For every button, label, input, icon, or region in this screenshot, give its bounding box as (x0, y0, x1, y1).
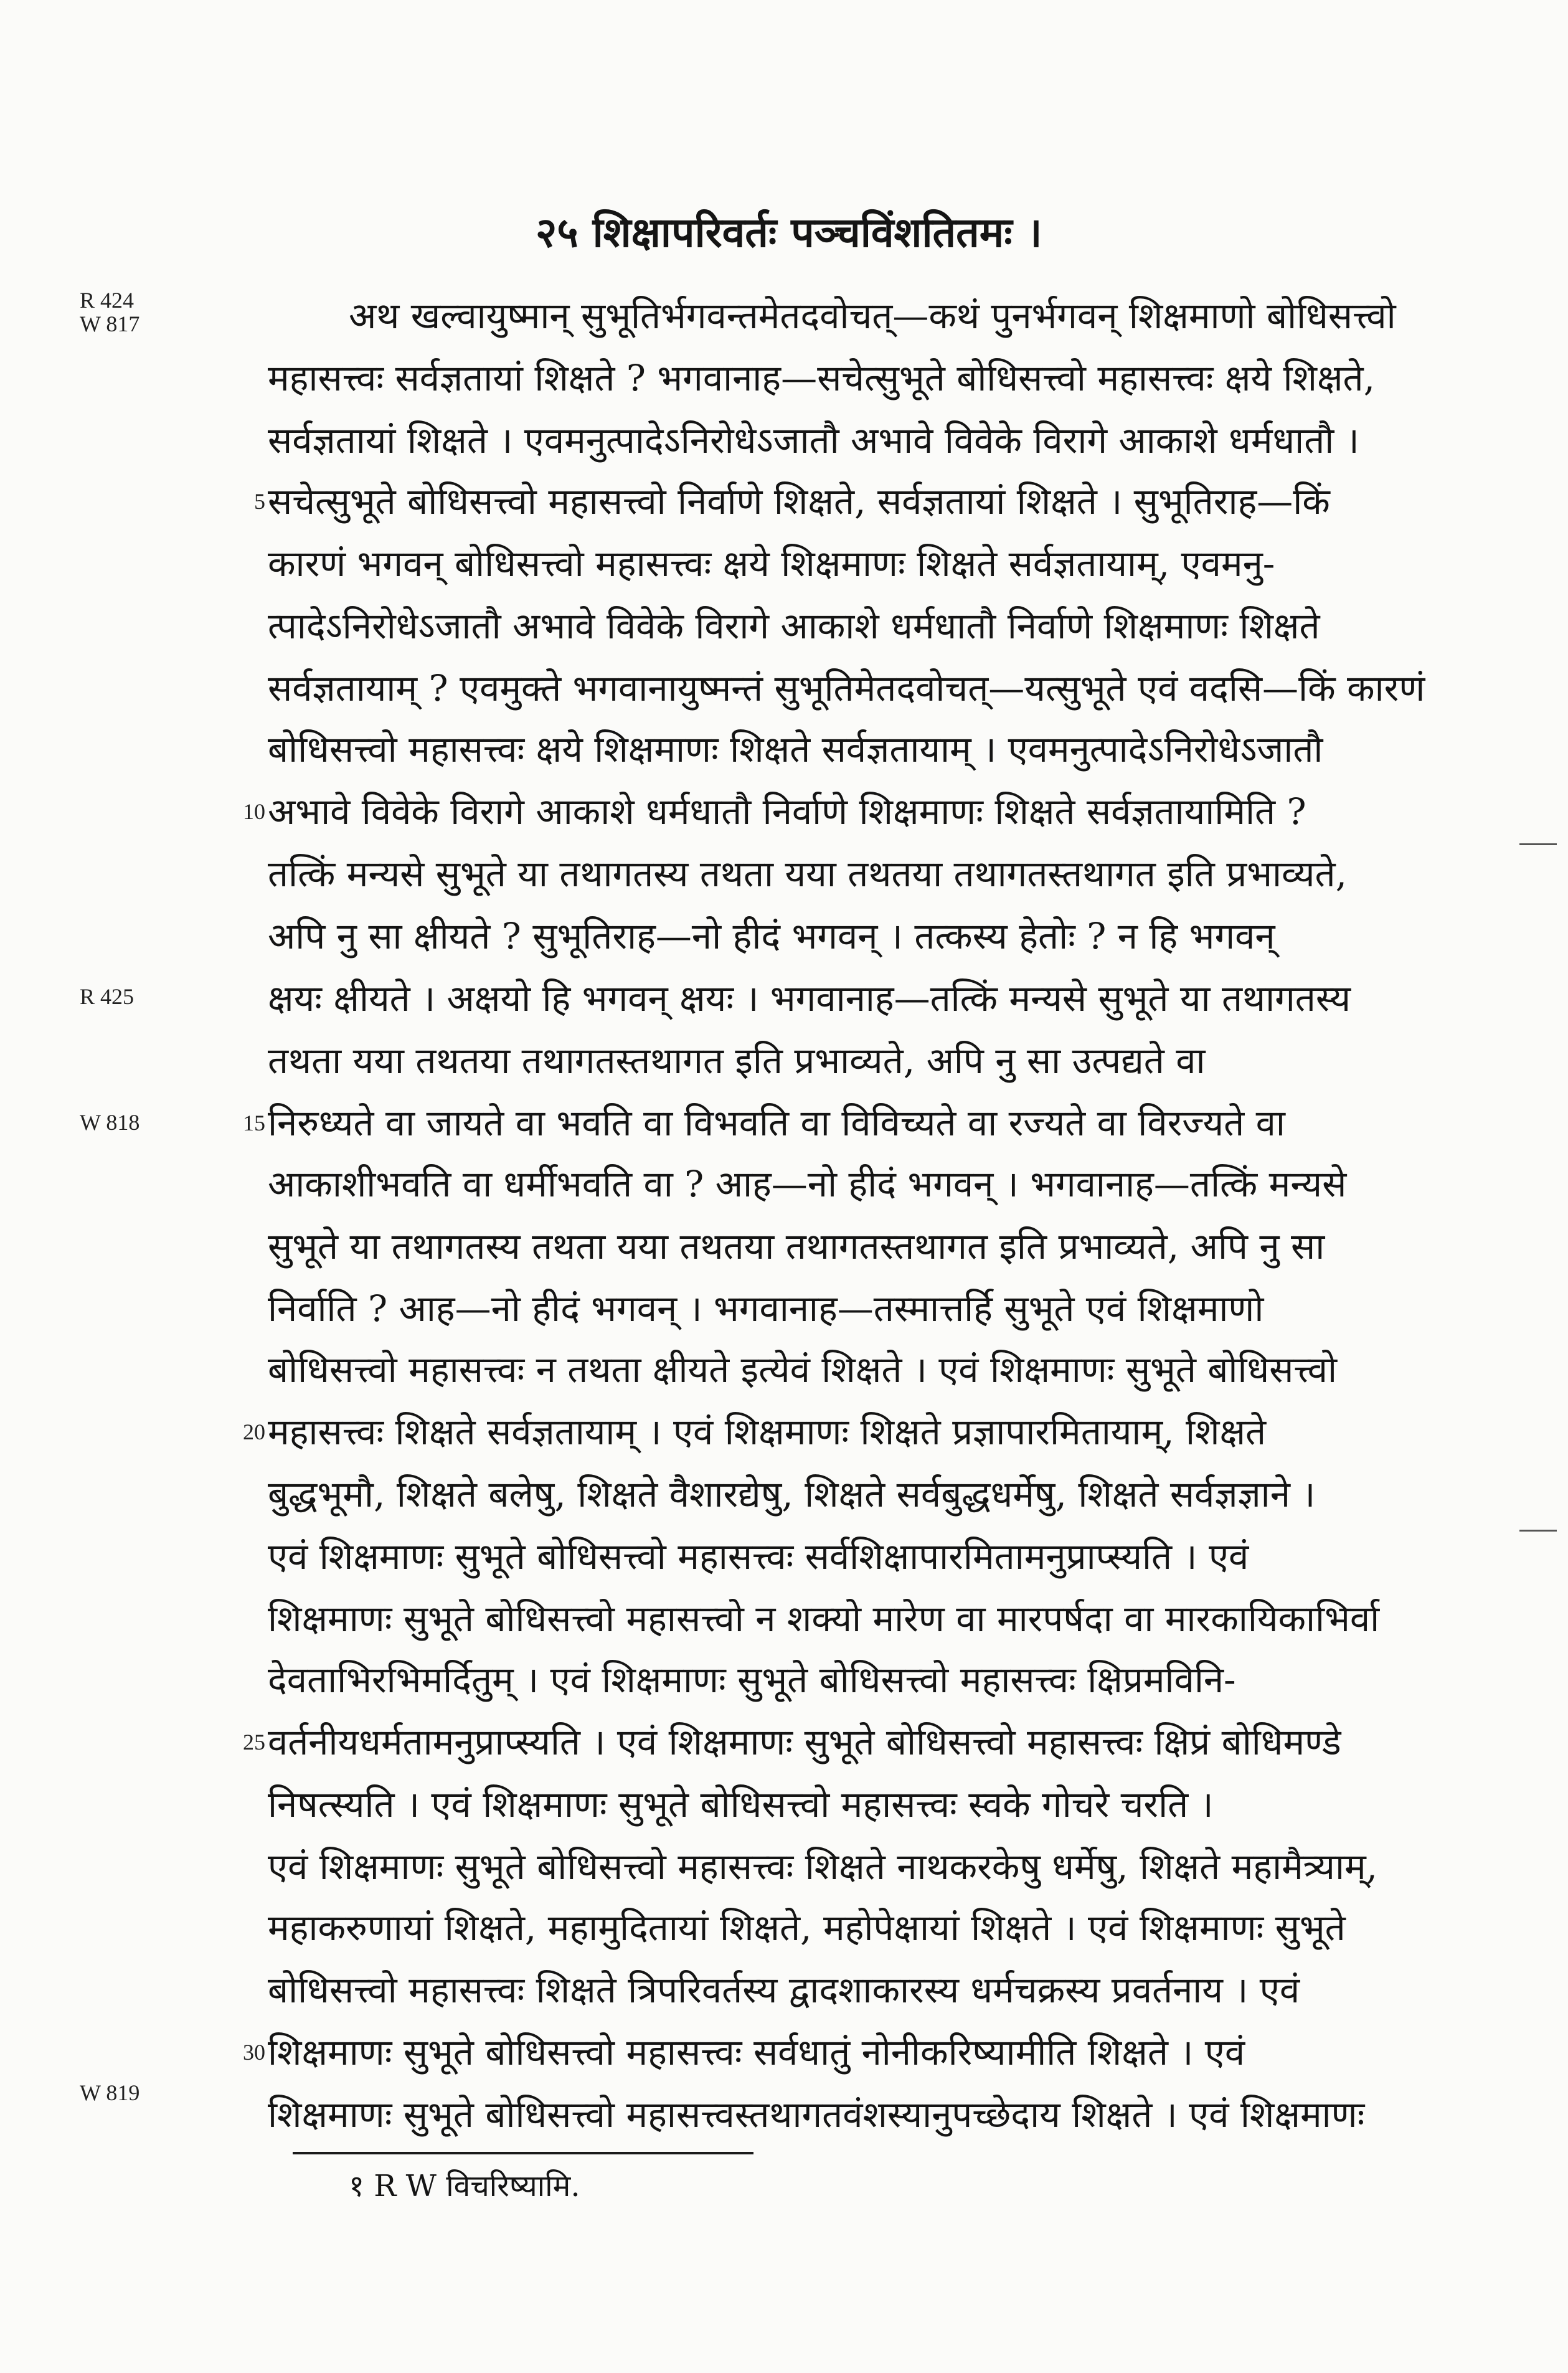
text-line: अपि नु सा क्षीयते ? सुभूतिराह—नो हीदं भगवन् । तत्कस्य हेतोः ? न हि भगवन् (268, 915, 1275, 957)
text-line: निरुध्यते वा जायते वा भवति वा विभवति वा विविच्यते वा रज्यते वा विरज्यते वा (268, 1102, 1285, 1144)
text-line: एवं शिक्षमाणः सुभूते बोधिसत्त्वो महासत्त्वः शिक्षते नाथकरकेषु धर्मेषु, शिक्षते महामैत्र्याम्, (268, 1845, 1378, 1888)
text-line: निषत्स्यति । एवं शिक्षमाणः सुभूते बोधिसत्त्वो महासत्त्वः स्वके गोचरे चरति । (268, 1783, 1214, 1826)
text-line: बोधिसत्त्वो महासत्त्वः न तथता क्षीयते इत्येवं शिक्षते । एवं शिक्षमाणः सुभूते बोधिसत्त्वो (268, 1348, 1338, 1391)
line-number: 15 (243, 1111, 265, 1135)
text-line: तत्किं मन्यसे सुभूते या तथागतस्य तथता यया तथतया तथागतस्तथागत इति प्रभाव्यते, (268, 853, 1348, 895)
chapter-title: २५ शिक्षापरिवर्तः पञ्चविंशतितमः । (536, 208, 1042, 257)
text-line: अभावे विवेके विरागे आकाशे धर्मधातौ निर्वाणे शिक्षमाणः शिक्षते सर्वज्ञतायामिति ? (268, 790, 1306, 833)
text-line: शिक्षमाणः सुभूते बोधिसत्त्वो महासत्त्वो न शक्यो मारेण वा मारपर्षदा वा मारकायिकाभिर्वा (268, 1598, 1380, 1640)
text-line: महासत्त्वः सर्वज्ञतायां शिक्षते ? भगवानाह—सचेत्सुभूते बोधिसत्त्वो महासत्त्वः क्षये शिक्षते, (268, 357, 1376, 399)
line-number: 25 (243, 1730, 265, 1755)
text-line: सुभूते या तथागतस्य तथता यया तथतया तथागतस्तथागत इति प्रभाव्यते, अपि नु सा (268, 1225, 1325, 1267)
margin-ref-r425: R 425 (80, 984, 135, 1009)
text-line: शिक्षमाणः सुभूते बोधिसत्त्वो महासत्त्वस्तथागतवंशस्यानुपच्छेदाय शिक्षते । एवं शिक्षमाणः (268, 2093, 1365, 2136)
scan-mark (1519, 1530, 1557, 1532)
line-number: 20 (243, 1419, 265, 1444)
line-number: 30 (243, 2040, 265, 2065)
text-line: सचेत्सुभूते बोधिसत्त्वो महासत्त्वो निर्वाणे शिक्षते, सर्वज्ञतायां शिक्षते । सुभूतिराह—किं (268, 480, 1330, 523)
text-line: क्षयः क्षीयते । अक्षयो हि भगवन् क्षयः । भगवानाह—तत्किं मन्यसे सुभूते या तथागतस्य (268, 977, 1351, 1020)
footnote-rule (293, 2152, 753, 2154)
text-line: अथ खल्वायुष्मान् सुभूतिर्भगवन्तमेतदवोचत्—कथं पुनर्भगवन् शिक्षमाणो बोधिसत्त्वो (349, 295, 1396, 337)
margin-ref-w817: W 817 (80, 311, 140, 336)
text-line: सर्वज्ञतायाम् ? एवमुक्ते भगवानायुष्मन्तं सुभूतिमेतदवोचत्—यत्सुभूते एवं वदसि—किं कारणं (268, 667, 1425, 709)
footnote: १ R W विचरिष्यामि. (349, 2169, 580, 2204)
text-line: तथता यया तथतया तथागतस्तथागत इति प्रभाव्यते, अपि नु सा उत्पद्यते वा (268, 1040, 1206, 1082)
margin-ref-w818: W 818 (80, 1110, 140, 1135)
text-line: बोधिसत्त्वो महासत्त्वः शिक्षते त्रिपरिवर्तस्य द्वादशाकारस्य धर्मचक्रस्य प्रवर्तनाय । एवं (268, 1969, 1300, 2011)
text-line: महाकरुणायां शिक्षते, महामुदितायां शिक्षते, महोपेक्षायां शिक्षते । एवं शिक्षमाणः सुभूते (268, 1906, 1346, 1949)
text-line: बोधिसत्त्वो महासत्त्वः क्षये शिक्षमाणः शिक्षते सर्वज्ञतायाम् । एवमनुत्पादेऽनिरोधेऽजातौ (268, 728, 1323, 770)
text-line: शिक्षमाणः सुभूते बोधिसत्त्वो महासत्त्वः सर्वधातुं नोनीकरिष्यामीति शिक्षते । एवं (268, 2031, 1245, 2073)
text-line: निर्वाति ? आह—नो हीदं भगवन् । भगवानाह—तस्मात्तर्हि सुभूते एवं शिक्षमाणो (268, 1287, 1264, 1330)
line-number: 10 (243, 799, 265, 824)
text-line: आकाशीभवति वा धर्मीभवति वा ? आह—नो हीदं भगवन् । भगवानाह—तत्किं मन्यसे (268, 1163, 1347, 1205)
text-line: सर्वज्ञतायां शिक्षते । एवमनुत्पादेऽनिरोधेऽजातौ अभावे विवेके विरागे आकाशे धर्मधातौ । (268, 419, 1359, 462)
text-line: एवं शिक्षमाणः सुभूते बोधिसत्त्वो महासत्त्वः सर्वशिक्षापारमितामनुप्राप्स्यति । एवं (268, 1535, 1249, 1578)
text-line: कारणं भगवन् बोधिसत्त्वो महासत्त्वः क्षये शिक्षमाणः शिक्षते सर्वज्ञतायाम्, एवमनु- (268, 542, 1275, 585)
text-line: देवताभिरभिमर्दितुम् । एवं शिक्षमाणः सुभूते बोधिसत्त्वो महासत्त्वः क्षिप्रमविनि- (268, 1659, 1236, 1701)
text-line: त्पादेऽनिरोधेऽजातौ अभावे विवेके विरागे आकाशे धर्मधातौ निर्वाणे शिक्षमाणः शिक्षते (268, 605, 1320, 647)
line-number: 5 (254, 489, 265, 514)
text-line: वर्तनीयधर्मतामनुप्राप्स्यति । एवं शिक्षमाणः सुभूते बोधिसत्त्वो महासत्त्वः क्षिप्रं बोधिमण्डे (268, 1721, 1341, 1763)
text-line: बुद्धभूमौ, शिक्षते बलेषु, शिक्षते वैशारद्येषु, शिक्षते सर्वबुद्धधर्मेषु, शिक्षते सर्वज्ञज्ञाने । (268, 1473, 1316, 1515)
margin-ref-w819: W 819 (80, 2080, 140, 2105)
text-line: महासत्त्वः शिक्षते सर्वज्ञतायाम् । एवं शिक्षमाणः शिक्षते प्रज्ञापारमितायाम्, शिक्षते (268, 1411, 1267, 1453)
margin-ref-r424: R 424 (80, 288, 135, 313)
scan-mark (1519, 843, 1557, 845)
